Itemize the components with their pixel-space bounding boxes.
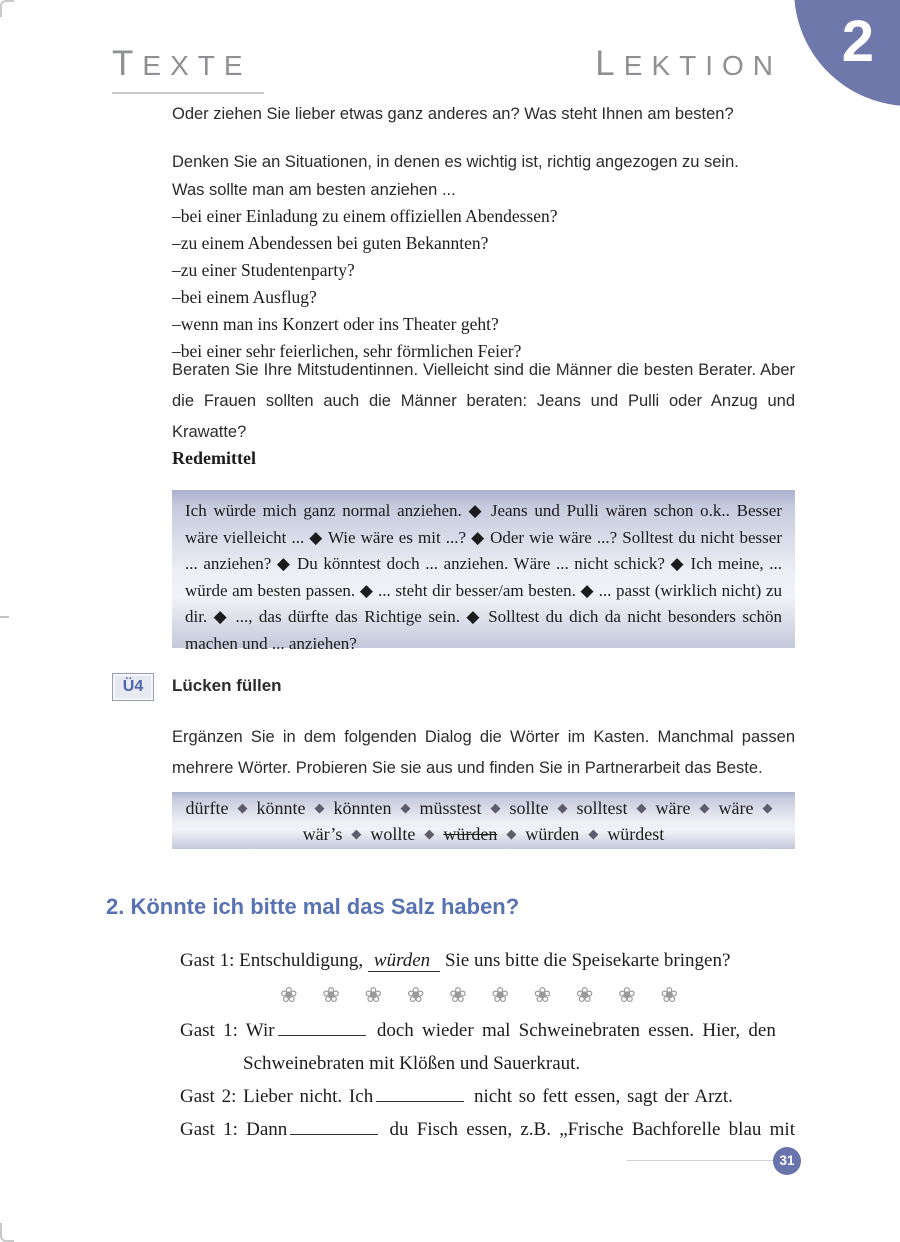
blank-line (376, 1101, 464, 1102)
page-corner-mark-top-left (0, 0, 14, 17)
situations-list (172, 203, 795, 365)
list-item: –zu einer Studentenparty? (172, 260, 355, 280)
diamond-separator-icon: ◆ (400, 800, 411, 815)
title-underline (112, 92, 264, 94)
diamond-separator-icon: ◆ (490, 800, 501, 815)
intro-paragraph-line1: Denken Sie an Situationen, in denen es wichtig ist, richtig angezogen zu sein. (172, 153, 739, 171)
dialog-text: Dann (246, 1119, 288, 1140)
word-box-word: müsstest (419, 798, 482, 818)
list-item: –wenn man ins Konzert oder ins Theater geht? (172, 314, 499, 334)
footer-rule (627, 1160, 773, 1161)
intro-paragraph (172, 148, 795, 204)
word-box-word: dürfte (185, 798, 229, 818)
diamond-separator-icon: ◆ (314, 800, 325, 815)
diamond-separator-icon: ◆ (588, 826, 599, 841)
exercise-instructions: Ergänzen Sie in dem folgenden Dialog die Wörter im Kasten. Manchmal passen mehrere Wörter. Probieren Sie sie aus und finden Sie in Partnerarbeit das Beste. (172, 728, 795, 777)
lesson-number: 2 (841, 9, 874, 74)
dialog-speaker: Gast 1: (180, 950, 235, 971)
filled-answer: würden (368, 950, 440, 972)
dialog-speaker: Gast 2: (180, 1086, 237, 1107)
dialog-text: Entschuldigung, (239, 950, 364, 971)
word-box-word: würden (525, 824, 580, 844)
dialog-text: du Fisch essen, z.B. „Frische Bachforelle blau mit (389, 1119, 795, 1140)
diamond-separator-icon: ◆ (699, 800, 710, 815)
page-corner-mark-bottom-left (0, 1223, 14, 1242)
flower-ornament-row: ❀ ❀ ❀ ❀ ❀ ❀ ❀ ❀ ❀ ❀ (280, 983, 688, 1007)
diamond-separator-icon: ◆ (237, 800, 248, 815)
list-item: –bei einer sehr feierlichen, sehr förmlichen Feier? (172, 341, 522, 361)
diamond-separator-icon: ◆ (424, 826, 435, 841)
word-box-word: solltest (576, 798, 628, 818)
word-box-word: wäre (655, 798, 691, 818)
advice-paragraph: Beraten Sie Ihre Mitstudentinnen. Vielleicht sind die Männer die besten Berater. Aber die Frauen sollten auch die Männer beraten: Jeans und Pulli oder Anzug und Krawatte? (172, 361, 795, 441)
intro-paragraph-line2: Was sollte man am besten anziehen ... (172, 181, 456, 199)
word-box-word: wollte (370, 824, 416, 844)
dialog-text: Lieber nicht. Ich (243, 1086, 374, 1107)
dialog-continuation: Schweinebraten mit Klößen und Sauerkraut. (243, 1053, 581, 1074)
word-box-word: würden (443, 824, 498, 844)
word-box-word: wäre (718, 798, 754, 818)
section-heading: 2. Könnte ich bitte mal das Salz haben? (106, 894, 520, 919)
dialog-text: Wir (245, 1020, 275, 1041)
list-item: –bei einem Ausflug? (172, 287, 317, 307)
dialog-text: doch wieder mal Schweinebraten essen. Hier, den (376, 1020, 776, 1041)
list-item: –bei einer Einladung zu einem offiziellen Abendessen? (172, 206, 558, 226)
word-box (172, 792, 795, 849)
diamond-separator-icon: ◆ (762, 800, 773, 815)
lesson-title: LEKTION (595, 44, 782, 83)
dialog-speaker: Gast 1: (180, 1020, 238, 1041)
redemittel-label: Redemittel (172, 448, 256, 468)
dialog-line (180, 944, 796, 977)
redemittel-box: Ich würde mich ganz normal anziehen. ◆ Jeans und Pulli wären schon o.k.. Besser wäre vielleicht ... ◆ Wie wäre es mit ...? ◆ Oder wie wäre ...? Solltest du nicht besser ... anziehen? ◆ Du könntest doch ... anziehen. Wäre ... nicht schick? ◆ Ich meine, ... würde am besten passen. ◆ ... steht dir besser/am besten. ◆ ... passt (wirklich nicht) zu dir. ◆ ..., das dürfte das Richtige sein. ◆ Solltest du dich da nicht besonders schön machen und ... anziehen? (172, 490, 795, 648)
blank-line (290, 1134, 378, 1135)
diamond-separator-icon: ◆ (506, 826, 517, 841)
word-box-word: würdest (607, 824, 665, 844)
word-box-word: wär’s (302, 824, 343, 844)
dialog-text: nicht so fett essen, sagt der Arzt. (473, 1086, 733, 1107)
list-item: –zu einem Abendessen bei guten Bekannten? (172, 233, 489, 253)
word-box-word: sollte (509, 798, 549, 818)
dialog-line (180, 1014, 796, 1047)
word-box-word: könnte (256, 798, 306, 818)
dialog-line (180, 1113, 796, 1146)
diamond-separator-icon: ◆ (351, 826, 362, 841)
diamond-separator-icon: ◆ (557, 800, 568, 815)
page-number-badge: 31 (773, 1147, 801, 1175)
page-title: TEXTE (112, 44, 252, 83)
dialog (180, 944, 796, 1146)
dialog-line (180, 1080, 796, 1113)
diamond-separator-icon: ◆ (636, 800, 647, 815)
blank-line (278, 1035, 366, 1036)
dialog-text: Sie uns bitte die Speisekarte bringen? (444, 950, 731, 971)
word-box-word: könnten (333, 798, 392, 818)
exercise-title: Lücken füllen (172, 676, 282, 695)
page-edge-tick (0, 616, 9, 618)
intro-question: Oder ziehen Sie lieber etwas ganz anderes an? Was steht Ihnen am besten? (172, 105, 734, 123)
dialog-speaker: Gast 1: (180, 1119, 238, 1140)
exercise-badge: Ü4 (112, 673, 154, 701)
